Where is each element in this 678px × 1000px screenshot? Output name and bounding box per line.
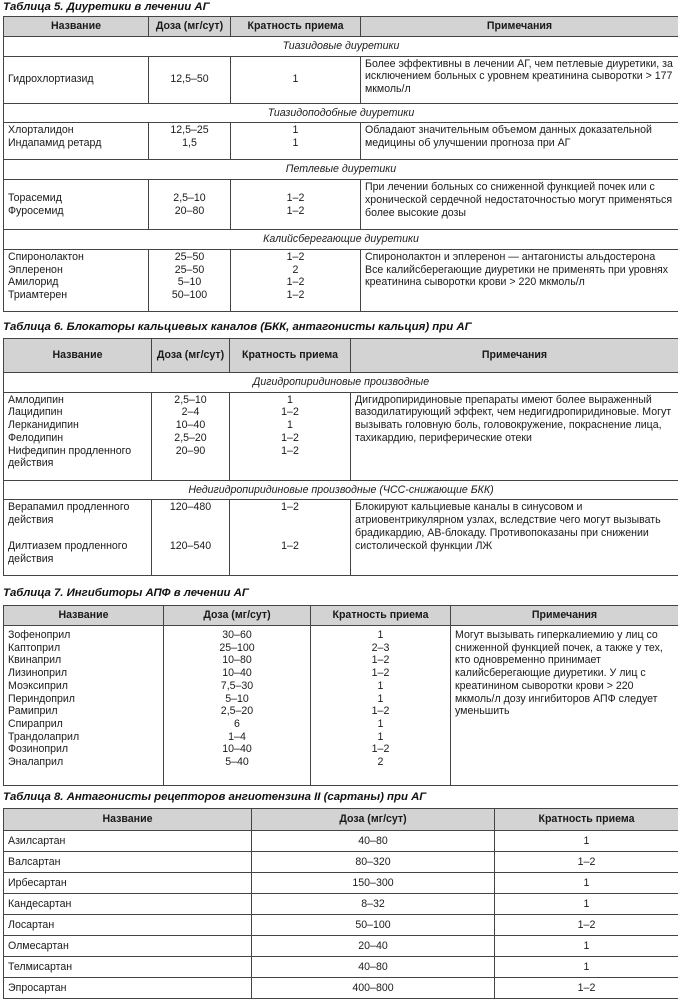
drug-frequency: 1–2 <box>495 852 678 873</box>
drug-dose: 2,5–20 <box>174 431 207 444</box>
drug-dose: 30–60 <box>222 629 252 641</box>
drug-dose: 2–4 <box>181 406 200 419</box>
drug-dose: 25–50 <box>174 263 205 276</box>
drug-dose: 50–100 <box>171 288 208 301</box>
drug-name: Ирбесартан <box>4 873 252 894</box>
table-row <box>4 894 678 915</box>
table-row <box>4 936 678 957</box>
drug-dose: 2,5–10 <box>174 393 207 406</box>
drug-dose: 10–80 <box>222 654 252 667</box>
drug-dose: 20–40 <box>252 936 495 957</box>
drug-frequency: 1–2 <box>286 204 305 217</box>
drug-frequency: 1–2 <box>281 406 299 419</box>
drug-frequency: 1–2 <box>281 444 299 457</box>
table5-diuretics <box>3 16 678 312</box>
drug-dose: 10–40 <box>175 419 206 432</box>
drug-name: Квинаприл <box>8 654 62 667</box>
drug-frequency: 1 <box>292 137 299 150</box>
drug-dose: 7,5–30 <box>220 679 254 692</box>
drug-dose: 25–50 <box>174 250 205 263</box>
drug-frequency: 1–2 <box>281 501 299 514</box>
drug-name: Спираприл <box>8 717 63 730</box>
drug-name: Каптоприл <box>8 641 61 654</box>
col-header-frequency: Кратность приема <box>231 17 361 37</box>
drug-frequency: 1–2 <box>495 915 678 936</box>
drug-dose: 10–40 <box>222 743 252 756</box>
drug-frequency: 1–2 <box>281 540 299 553</box>
group-note: Спиронолактон и эплеренон — антагонисты альдостерона Все калийсберегающие диуретики не применять при уровнях креатинина сыворотки крови > 220 мкмоль/л <box>365 250 669 289</box>
drug-dose: 120–540 <box>169 540 212 553</box>
drug-dose: 400–800 <box>252 978 495 999</box>
drug-dose: 2,5–10 <box>173 191 206 204</box>
table6-calcium-channel-blockers <box>3 338 678 576</box>
drug-name: Фозиноприл <box>8 743 69 756</box>
drug-dose: 20–90 <box>175 444 206 457</box>
drug-frequency: 1–2 <box>371 705 390 718</box>
drug-name: Эпросартан <box>4 978 252 999</box>
table-row <box>4 957 678 978</box>
drug-name: Лацидипин <box>8 406 63 419</box>
drug-frequency: 1 <box>377 717 384 730</box>
table7-caption: Таблица 7. Ингибиторы АПФ в лечении АГ <box>3 587 249 599</box>
drug-frequency: 1 <box>495 831 678 852</box>
table8-caption: Таблица 8. Антагонисты рецепторов ангиотензина II (сартаны) при АГ <box>3 791 427 803</box>
drug-name: Индапамид ретард <box>8 137 102 150</box>
drug-frequency: 1 <box>377 679 384 692</box>
drug-dose: 2,5–20 <box>220 705 254 718</box>
drug-dose: 10–40 <box>222 667 252 680</box>
drug-frequency: 1 <box>495 873 678 894</box>
table-row <box>4 873 678 894</box>
group-header: Дигидропиридиновые производные <box>4 373 678 393</box>
drug-dose: 5–10 <box>225 692 249 705</box>
drug-name: Амлодипин <box>8 393 64 406</box>
drug-name: Эналаприл <box>8 756 64 769</box>
drug-frequency: 1 <box>287 419 293 432</box>
drug-frequency: 1–2 <box>286 288 305 301</box>
drug-name: Валсартан <box>4 852 252 873</box>
drug-frequency: 1 <box>287 393 293 406</box>
drug-frequency: 1 <box>495 957 678 978</box>
group-header: Недигидропиридиновые производные (ЧСС-снижающие БКК) <box>4 480 678 500</box>
drug-frequency: 1–2 <box>286 191 305 204</box>
drug-name: Моэксиприл <box>8 679 68 692</box>
drug-name: Трандолаприл <box>8 730 80 743</box>
drug-dose: 1–4 <box>228 730 246 743</box>
drug-name: Амилорид <box>8 276 59 289</box>
drug-name: Верапамил продленного действия <box>8 501 130 527</box>
drug-name: Лосартан <box>4 915 252 936</box>
drug-name: Дилтиазем продленного действия <box>8 540 128 566</box>
drug-name: Триамтерен <box>8 288 68 301</box>
drug-frequency: 1–2 <box>371 743 390 756</box>
drug-dose: 20–80 <box>174 204 205 217</box>
drug-name: Олмесартан <box>4 936 252 957</box>
col-header-dose: Доза (мг/сут) <box>152 339 230 373</box>
table7-ace-inhibitors <box>3 605 678 786</box>
table5-caption: Таблица 5. Диуретики в лечении АГ <box>3 1 210 13</box>
drug-name: Гидрохлортиазид <box>8 73 94 86</box>
col-header-name: Название <box>4 809 252 831</box>
table-row <box>4 852 678 873</box>
drug-dose: 8–32 <box>252 894 495 915</box>
drug-name: Телмисартан <box>4 957 252 978</box>
drug-dose: 12,5–25 <box>170 124 209 137</box>
drug-frequency: 2–3 <box>371 641 390 654</box>
drug-frequency: 1 <box>377 730 384 743</box>
drug-frequency: 1–2 <box>495 978 678 999</box>
drug-name: Хлорталидон <box>8 124 74 137</box>
table6-caption: Таблица 6. Блокаторы кальциевых каналов (БКК, антагонисты кальция) при АГ <box>3 321 472 333</box>
drug-name: Лерканидипин <box>8 419 79 432</box>
col-header-frequency: Кратность приема <box>311 606 451 626</box>
drug-frequency: 1 <box>292 73 299 86</box>
drug-frequency: 2 <box>292 263 299 276</box>
drug-dose: 5–10 <box>177 276 202 289</box>
drug-frequency: 1–2 <box>371 654 390 667</box>
drug-name: Зофеноприл <box>8 629 71 641</box>
drug-name: Торасемид <box>8 191 62 204</box>
drug-frequency: 1–2 <box>286 250 305 263</box>
drug-dose: 120–480 <box>169 501 212 514</box>
drug-frequency: 1 <box>495 936 678 957</box>
drug-name: Нифедипин продленного действия <box>8 444 132 470</box>
drug-frequency: 2 <box>377 756 384 769</box>
drug-frequency: 1–2 <box>281 431 299 444</box>
drug-frequency: 1–2 <box>371 667 390 680</box>
drug-dose: 25–100 <box>219 641 255 654</box>
drug-dose: 6 <box>234 717 240 730</box>
group-note: При лечении больных со сниженной функцией почек или с хронической сердечной недостаточностью могут применяться более высокие дозы <box>365 181 673 219</box>
group-header: Калийсберегающие диуретики <box>4 230 678 250</box>
drug-frequency: 1 <box>377 692 384 705</box>
drug-dose: 12,5–50 <box>170 73 209 86</box>
col-header-notes: Примечания <box>451 606 678 626</box>
col-header-dose: Доза (мг/сут) <box>164 606 311 626</box>
drug-frequency: 1 <box>292 124 299 137</box>
drug-dose: 5–40 <box>225 756 249 769</box>
drug-name: Лизиноприл <box>8 667 68 680</box>
drug-name: Фуросемид <box>8 204 64 217</box>
group-header: Тиазидовые диуретики <box>4 37 678 57</box>
table-row <box>4 978 678 999</box>
col-header-name: Название <box>4 339 152 373</box>
drug-dose: 150–300 <box>252 873 495 894</box>
drug-name: Рамиприл <box>8 705 58 718</box>
col-header-notes: Примечания <box>351 339 678 373</box>
drug-frequency: 1 <box>495 894 678 915</box>
col-header-name: Название <box>4 17 149 37</box>
col-header-dose: Доза (мг/сут) <box>252 809 495 831</box>
table8-sartans <box>3 808 678 999</box>
drug-name: Фелодипин <box>8 431 64 444</box>
group-note: Блокируют кальциевые каналы в синусовом и атриовентрикулярном узлах, вследствие чего могут вызывать брадикардию, АВ-блокаду. Противопоказаны при снижении систолической функции ЛЖ <box>355 501 661 552</box>
drug-dose: 40–80 <box>252 831 495 852</box>
group-header: Петлевые диуретики <box>4 160 678 180</box>
drug-dose: 1,5 <box>182 137 197 150</box>
table-note: Могут вызывать гиперкалиемию у лиц со сниженной функцией почек, а также у тех, кто одновременно принимает калийсберегающие диуретики. У лиц с креатинином сыворотки крови > 220 мкмоль/л дозу ингибиторов АПФ следует уменьшить <box>455 629 663 718</box>
drug-name: Эплеренон <box>8 263 63 276</box>
drug-dose: 40–80 <box>252 957 495 978</box>
table-row <box>4 831 678 852</box>
drug-frequency: 1–2 <box>286 276 305 289</box>
group-note: Дигидропиридиновые препараты имеют более выраженный вазодилатирующий эффект, чем недигидропиридиновые. Могут вызывать головную боль, головокружение, покраснение лица, тахикардию, периферические отеки <box>355 393 672 444</box>
drug-name: Азилсартан <box>4 831 252 852</box>
drug-name: Кандесартан <box>4 894 252 915</box>
drug-frequency: 1 <box>377 629 384 641</box>
col-header-name: Название <box>4 606 164 626</box>
group-note: Обладают значительным объемом данных доказательной медицины об улучшении прогноза при АГ <box>365 124 652 150</box>
drug-dose: 50–100 <box>252 915 495 936</box>
group-header: Тиазидоподобные диуретики <box>4 103 678 123</box>
drug-name: Периндоприл <box>8 692 75 705</box>
drug-dose: 80–320 <box>252 852 495 873</box>
col-header-notes: Примечания <box>361 17 678 37</box>
col-header-frequency: Кратность приема <box>495 809 678 831</box>
col-header-dose: Доза (мг/сут) <box>149 17 231 37</box>
table-row <box>4 915 678 936</box>
col-header-frequency: Кратность приема <box>230 339 351 373</box>
group-note: Более эффективны в лечении АГ, чем петлевые диуретики, за исключением больных с уровнем креатинина сыворотки > 177 мкмоль/л <box>365 57 673 96</box>
drug-name: Спиронолактон <box>8 250 84 263</box>
